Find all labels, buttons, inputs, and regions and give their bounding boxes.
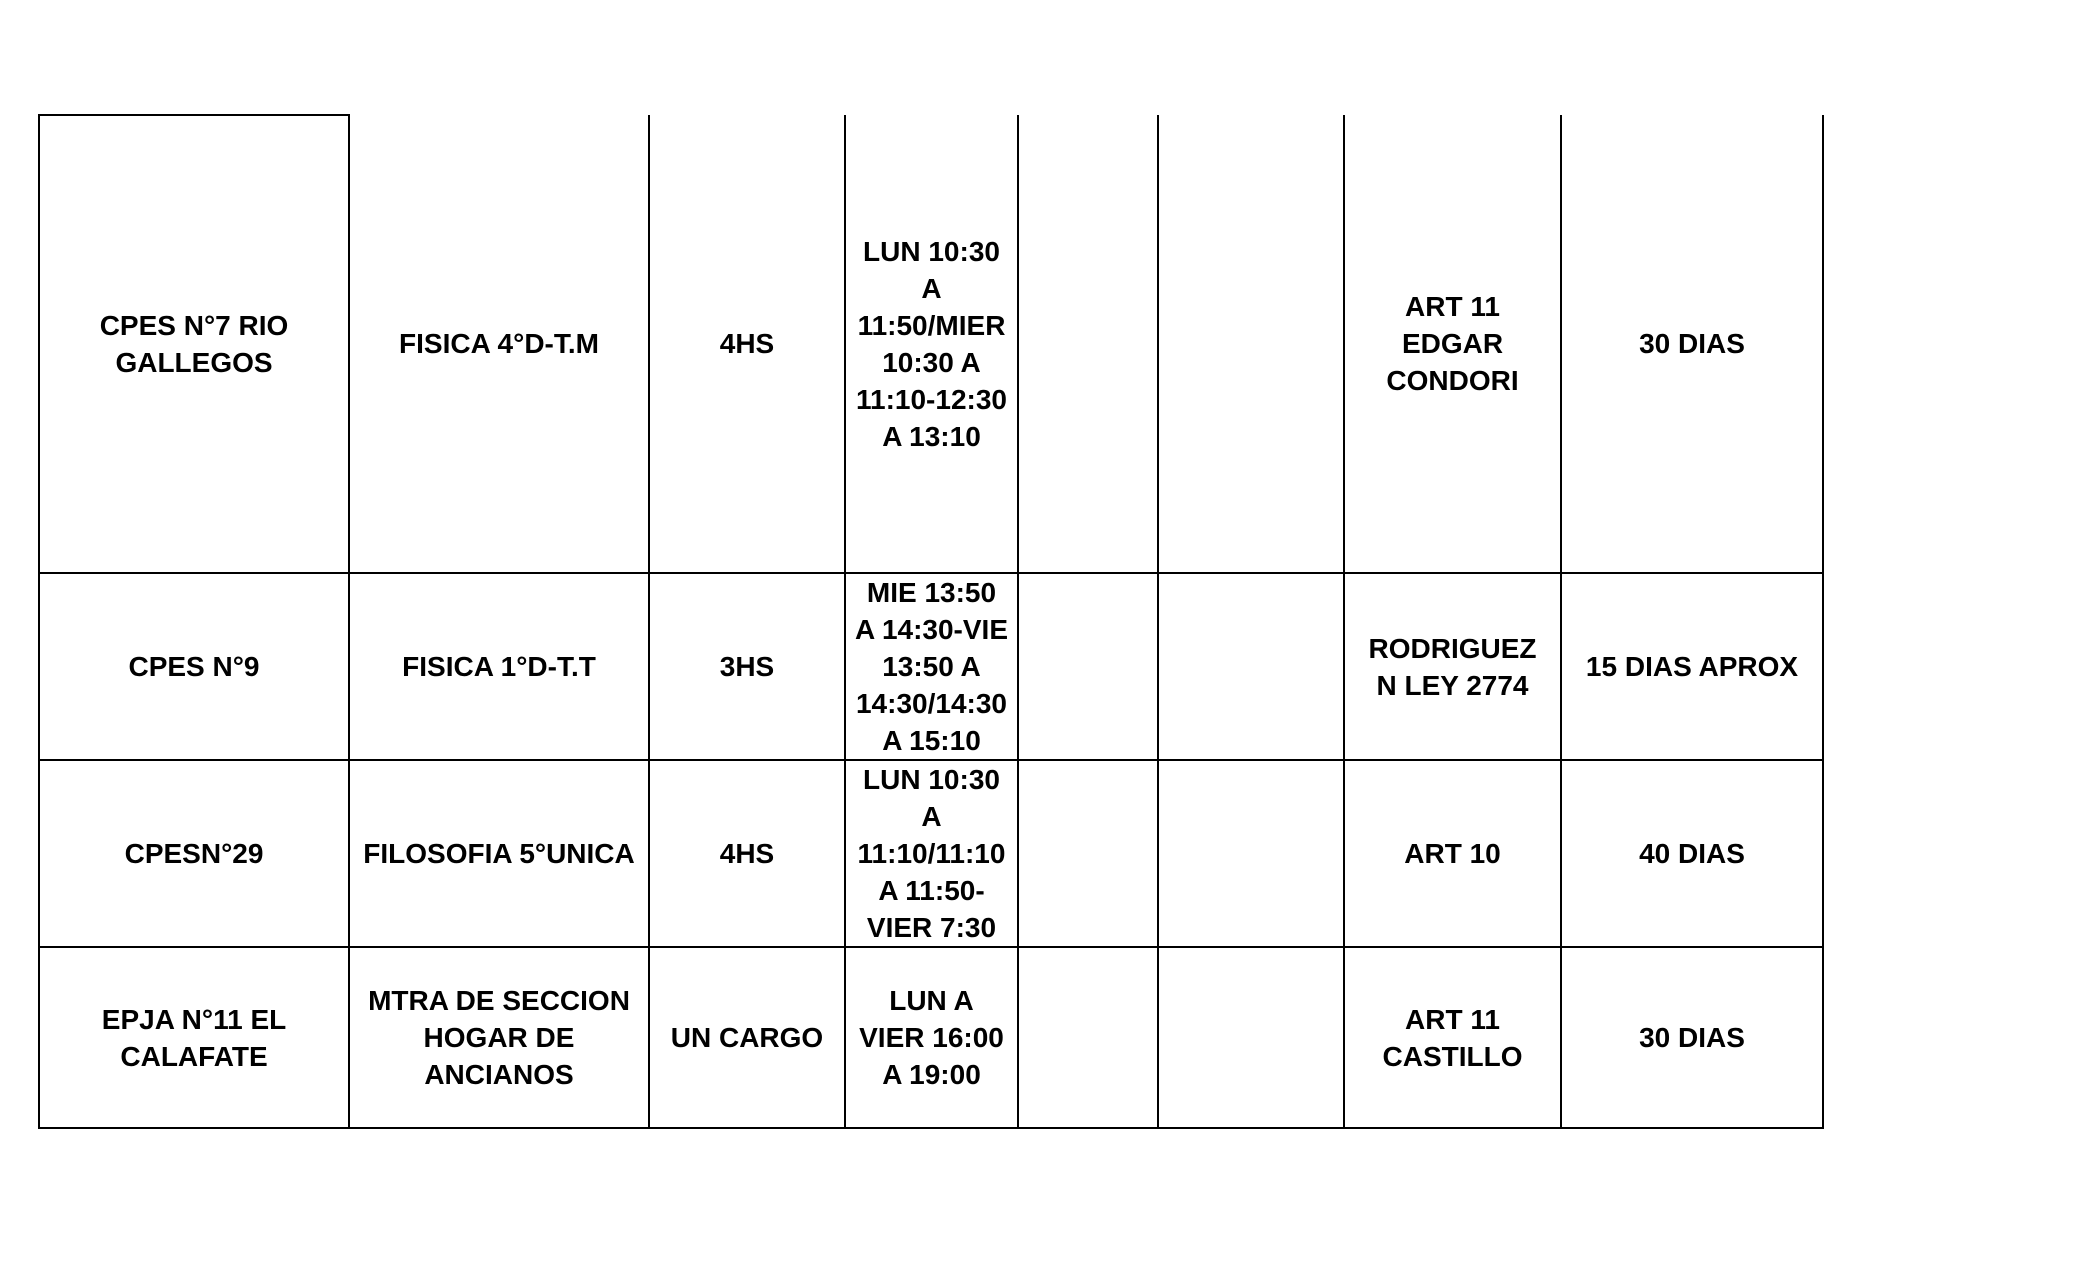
- cell-line: 13:50 A: [882, 651, 981, 682]
- cell-line: 30 DIAS: [1639, 1022, 1745, 1053]
- duration-cell: [1561, 115, 1823, 573]
- table-row: [39, 573, 1823, 760]
- replacement-cell: [1344, 115, 1561, 573]
- institution-cell: [39, 760, 349, 947]
- cell-line: EDGAR: [1401, 328, 1504, 359]
- subject-cell: [349, 573, 649, 760]
- hours-cell: [649, 115, 845, 573]
- substitutions-table: [38, 114, 1824, 1129]
- cell-line: HOGAR DE: [423, 1022, 575, 1053]
- duration-cell: [1561, 760, 1823, 947]
- hours-cell: [649, 760, 845, 947]
- cell-line: A 15:10: [882, 725, 981, 756]
- cell-line: 11:10-12:30: [855, 383, 1007, 415]
- cell-line: CPES N°7 RIO: [99, 310, 289, 341]
- institution-cell: [39, 115, 349, 573]
- cell-line: 40 DIAS: [1639, 838, 1745, 869]
- cell-line: 15 DIAS APROX: [1585, 651, 1799, 682]
- cell-line: ART 11: [1405, 291, 1500, 322]
- cell-line: LUN A: [889, 985, 974, 1016]
- cell-line: VIER 16:00: [859, 1022, 1004, 1053]
- cell-line: CALAFATE: [120, 1040, 268, 1072]
- subject-cell: [349, 760, 649, 947]
- cell-line: 30 DIAS: [1639, 328, 1745, 359]
- cell-line: A 13:10: [882, 420, 981, 452]
- cell-line: FISICA 1°D-T.T: [402, 651, 596, 682]
- cell-line: ART 11: [1405, 1003, 1500, 1035]
- cell-line: 14:30/14:30: [855, 688, 1007, 719]
- cell-line: 3HS: [719, 651, 775, 682]
- empty-cell: [1158, 573, 1344, 760]
- cell-line: A: [921, 801, 942, 832]
- duration-cell: [1561, 947, 1823, 1128]
- replacement-cell: [1344, 573, 1561, 760]
- schedule-cell: [845, 760, 1018, 947]
- cell-line: FILOSOFIA 5°UNICA: [363, 838, 635, 869]
- empty-cell: [1018, 947, 1158, 1128]
- table-body: [39, 115, 1823, 1128]
- empty-cell: [1158, 760, 1344, 947]
- cell-line: LUN 10:30: [863, 764, 1000, 795]
- duration-cell: [1561, 573, 1823, 760]
- hours-cell: [649, 573, 845, 760]
- hours-cell: [649, 947, 845, 1128]
- cell-line: 4HS: [719, 838, 775, 869]
- schedule-cell: [845, 115, 1018, 573]
- cell-line: ART 10: [1404, 838, 1501, 869]
- cell-line: VIER 7:30: [866, 912, 997, 943]
- subject-cell: [349, 115, 649, 573]
- cell-line: MIE 13:50: [866, 577, 997, 608]
- cell-line: 10:30 A: [882, 346, 981, 378]
- institution-cell: [39, 573, 349, 760]
- empty-cell: [1018, 573, 1158, 760]
- cell-line: 11:10/11:10: [857, 838, 1006, 869]
- cell-line: MTRA DE SECCION: [368, 985, 630, 1016]
- cell-line: CPESN°29: [124, 838, 264, 869]
- empty-cell: [1158, 115, 1344, 573]
- cell-line: GALLEGOS: [115, 347, 273, 378]
- cell-line: LUN 10:30: [863, 235, 1000, 267]
- cell-line: A: [921, 272, 942, 304]
- cell-line: N LEY 2774: [1376, 669, 1529, 701]
- schedule-cell: [845, 947, 1018, 1128]
- cell-line: A 14:30-VIE: [854, 614, 1009, 645]
- table-row: [39, 947, 1823, 1128]
- cell-line: FISICA 4°D-T.M: [399, 328, 599, 359]
- table-row: [39, 115, 1823, 573]
- cell-line: A 11:50-: [878, 875, 985, 906]
- cell-line: ANCIANOS: [424, 1059, 574, 1090]
- institution-cell: [39, 947, 349, 1128]
- schedule-cell: [845, 573, 1018, 760]
- empty-cell: [1158, 947, 1344, 1128]
- replacement-cell: [1344, 947, 1561, 1128]
- cell-line: A 19:00: [882, 1059, 981, 1090]
- cell-line: CONDORI: [1386, 365, 1519, 396]
- spreadsheet-page: [38, 114, 1824, 1129]
- cell-line: CASTILLO: [1382, 1040, 1523, 1072]
- empty-cell: [1018, 115, 1158, 573]
- cell-line: EPJA N°11 EL: [101, 1003, 287, 1035]
- cell-line: 4HS: [719, 328, 775, 359]
- table-row: [39, 760, 1823, 947]
- cell-line: 11:50/MIER: [857, 309, 1006, 341]
- replacement-cell: [1344, 760, 1561, 947]
- cell-line: UN CARGO: [670, 1022, 824, 1053]
- empty-cell: [1018, 760, 1158, 947]
- subject-cell: [349, 947, 649, 1128]
- cell-line: RODRIGUEZ: [1368, 632, 1537, 664]
- cell-line: CPES N°9: [128, 651, 260, 682]
